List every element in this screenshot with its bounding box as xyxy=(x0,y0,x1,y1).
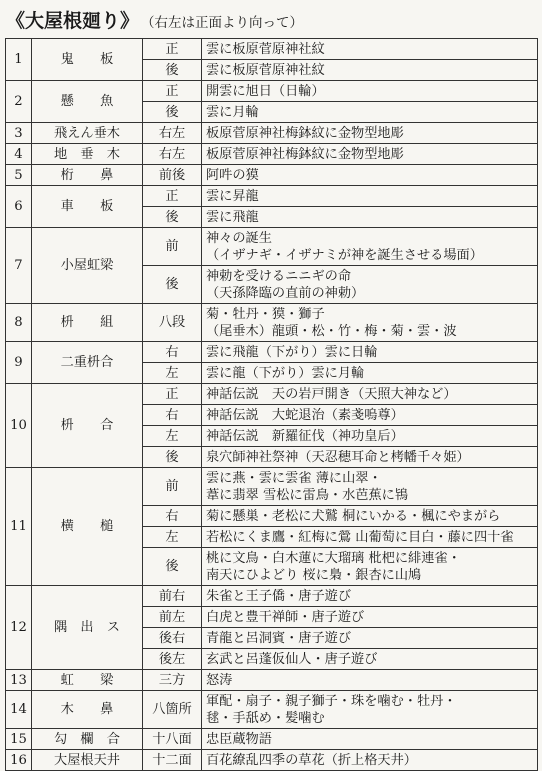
description-line: 若松にくま鷹・紅梅に鶯 山葡萄に目白・藤に四十雀 xyxy=(206,529,514,545)
position-label: 左 xyxy=(143,527,202,548)
description xyxy=(202,649,538,670)
position-label: 後 xyxy=(143,102,202,123)
part-name: 枡 合 xyxy=(32,384,143,468)
description-line: 軍配・扇子・親子獅子・珠を噛む・牡丹・ xyxy=(206,693,457,709)
description-line: 雲に飛龍（下がり）雲に日輪 xyxy=(206,344,378,360)
part-name: 小屋虹梁 xyxy=(32,228,143,304)
part-name: 横 槌 xyxy=(32,468,143,586)
position-label: 十二面 xyxy=(143,750,202,771)
table-row xyxy=(6,468,538,506)
position-label: 右左 xyxy=(143,123,202,144)
position-label: 前 xyxy=(143,468,202,506)
table-row xyxy=(6,186,538,207)
position-label: 後 xyxy=(143,548,202,586)
document-title xyxy=(6,6,303,32)
description xyxy=(202,123,538,144)
part-name: 二重枡合 xyxy=(32,342,143,384)
description xyxy=(202,165,538,186)
part-name: 虹 梁 xyxy=(32,670,143,691)
description-line: （イザナギ・イザナミが神を誕生させる場面） xyxy=(206,247,483,263)
row-number: 11 xyxy=(6,468,32,586)
row-number: 9 xyxy=(6,342,32,384)
position-label: 後 xyxy=(143,447,202,468)
part-name: 飛えん垂木 xyxy=(32,123,143,144)
table-row xyxy=(6,729,538,750)
description-line: 神話伝説 天の岩戸開き（天照大神など） xyxy=(206,386,457,402)
description-line: 板原菅原神社梅鉢紋に金物型地彫 xyxy=(206,146,404,162)
row-number: 10 xyxy=(6,384,32,468)
description-line: 雲に板原菅原神社紋 xyxy=(206,41,325,57)
position-label: 後左 xyxy=(143,649,202,670)
description xyxy=(202,729,538,750)
description-line: 泉穴師神社祭神（天忍穂耳命と栲幡千々姫） xyxy=(206,449,470,465)
description-line: 阿吽の獏 xyxy=(206,167,259,183)
description-line: 桃に文鳥・白木蓮に大瑠璃 枇杷に緋連雀・ xyxy=(206,550,461,566)
description xyxy=(202,548,538,586)
description xyxy=(202,384,538,405)
description xyxy=(202,670,538,691)
description xyxy=(202,750,538,771)
description xyxy=(202,207,538,228)
description-line: 玄武と呂蓬仮仙人・唐子遊び xyxy=(206,651,378,667)
description xyxy=(202,607,538,628)
position-label: 後 xyxy=(143,207,202,228)
description-line: 神話伝説 新羅征伐（神功皇后） xyxy=(206,428,404,444)
description-line: 雲に月輪 xyxy=(206,104,259,120)
description-line: 南天にひよどり 桜に梟・銀杏に山鳩 xyxy=(206,567,422,583)
description-line: 朱雀と王子僑・唐子遊び xyxy=(206,588,352,604)
description xyxy=(202,628,538,649)
row-number: 6 xyxy=(6,186,32,228)
table-row xyxy=(6,123,538,144)
position-label: 右左 xyxy=(143,144,202,165)
table-row xyxy=(6,81,538,102)
position-label: 正 xyxy=(143,39,202,60)
position-label: 右 xyxy=(143,405,202,426)
part-name: 枡 組 xyxy=(32,304,143,342)
description xyxy=(202,527,538,548)
decoration-table xyxy=(5,38,538,771)
description-line: 忠臣蔵物語 xyxy=(206,731,272,747)
description-line: 白虎と豊干禅師・唐子遊び xyxy=(206,609,365,625)
description-line: 神々の誕生 xyxy=(206,230,272,246)
position-label: 八箇所 xyxy=(143,691,202,729)
description xyxy=(202,266,538,304)
description xyxy=(202,304,538,342)
description-line: 青龍と呂洞賓・唐子遊び xyxy=(206,630,352,646)
table-row xyxy=(6,342,538,363)
position-label: 右 xyxy=(143,342,202,363)
description xyxy=(202,144,538,165)
table-row xyxy=(6,39,538,60)
description-line: （天孫降臨の直前の神勅） xyxy=(206,285,365,301)
description-line: 開雲に旭日（日輪） xyxy=(206,83,325,99)
part-name: 鬼 板 xyxy=(32,39,143,81)
position-label: 前左 xyxy=(143,607,202,628)
description xyxy=(202,39,538,60)
description xyxy=(202,60,538,81)
description xyxy=(202,447,538,468)
row-number: 16 xyxy=(6,750,32,771)
table-row xyxy=(6,304,538,342)
description-line: 雲に昇龍 xyxy=(206,188,259,204)
row-number: 7 xyxy=(6,228,32,304)
row-number: 12 xyxy=(6,586,32,670)
description xyxy=(202,102,538,123)
row-number: 13 xyxy=(6,670,32,691)
position-label: 左 xyxy=(143,363,202,384)
description-line: 毬・手舐め・髪噛む xyxy=(206,710,325,726)
description xyxy=(202,81,538,102)
description xyxy=(202,342,538,363)
description xyxy=(202,186,538,207)
table-row xyxy=(6,691,538,729)
part-name: 地 垂 木 xyxy=(32,144,143,165)
position-label: 正 xyxy=(143,384,202,405)
position-label: 三方 xyxy=(143,670,202,691)
description-line: 神話伝説 大蛇退治（素戔嗚尊） xyxy=(206,407,404,423)
description xyxy=(202,691,538,729)
position-label: 前右 xyxy=(143,586,202,607)
description-line: 神勅を受けるニニギの命 xyxy=(206,268,352,284)
row-number: 8 xyxy=(6,304,32,342)
table-row xyxy=(6,750,538,771)
part-name: 懸 魚 xyxy=(32,81,143,123)
part-name: 桁 鼻 xyxy=(32,165,143,186)
subtitle-text: （右左は正面より向って） xyxy=(141,15,304,31)
row-number: 14 xyxy=(6,691,32,729)
description xyxy=(202,405,538,426)
row-number: 15 xyxy=(6,729,32,750)
part-name: 大屋根天井 xyxy=(32,750,143,771)
title-text: 《大屋根廻り》 xyxy=(6,10,140,32)
position-label: 十八面 xyxy=(143,729,202,750)
part-name: 隅 出 ス xyxy=(32,586,143,670)
description xyxy=(202,586,538,607)
position-label: 左 xyxy=(143,426,202,447)
position-label: 八段 xyxy=(143,304,202,342)
description xyxy=(202,228,538,266)
description-line: 怒涛 xyxy=(206,672,233,688)
description xyxy=(202,506,538,527)
description xyxy=(202,468,538,506)
description-line: 雲に燕・雲に雲雀 薄に山翠・ xyxy=(206,470,382,486)
description-line: 菊に懸巣・老松に犬鷲 桐にいかる・楓にやまがら xyxy=(206,508,501,524)
description-line: 菊・牡丹・獏・獅子 xyxy=(206,306,325,322)
description-line: 百花繚乱四季の草花（折上格天井） xyxy=(206,752,417,768)
table-row xyxy=(6,165,538,186)
table-row xyxy=(6,228,538,266)
description-line: （尾垂木）龍頭・松・竹・梅・菊・雲・波 xyxy=(206,323,457,339)
description-line: 雲に飛龍 xyxy=(206,209,259,225)
position-label: 後 xyxy=(143,266,202,304)
position-label: 後 xyxy=(143,60,202,81)
description-line: 雲に板原菅原神社紋 xyxy=(206,62,325,78)
position-label: 正 xyxy=(143,186,202,207)
part-name: 車 板 xyxy=(32,186,143,228)
part-name: 木 鼻 xyxy=(32,691,143,729)
table-row xyxy=(6,384,538,405)
position-label: 前後 xyxy=(143,165,202,186)
position-label: 正 xyxy=(143,81,202,102)
row-number: 1 xyxy=(6,39,32,81)
position-label: 後右 xyxy=(143,628,202,649)
row-number: 5 xyxy=(6,165,32,186)
row-number: 2 xyxy=(6,81,32,123)
table-row xyxy=(6,144,538,165)
description-line: 葦に翡翠 雪松に雷鳥・水芭蕉に鴇 xyxy=(206,487,409,503)
description xyxy=(202,426,538,447)
row-number: 3 xyxy=(6,123,32,144)
description-line: 雲に龍（下がり）雲に月輪 xyxy=(206,365,365,381)
table-row xyxy=(6,586,538,607)
table-row xyxy=(6,670,538,691)
description xyxy=(202,363,538,384)
position-label: 前 xyxy=(143,228,202,266)
row-number: 4 xyxy=(6,144,32,165)
part-name: 勾 欄 合 xyxy=(32,729,143,750)
description-line: 板原菅原神社梅鉢紋に金物型地彫 xyxy=(206,125,404,141)
position-label: 右 xyxy=(143,506,202,527)
